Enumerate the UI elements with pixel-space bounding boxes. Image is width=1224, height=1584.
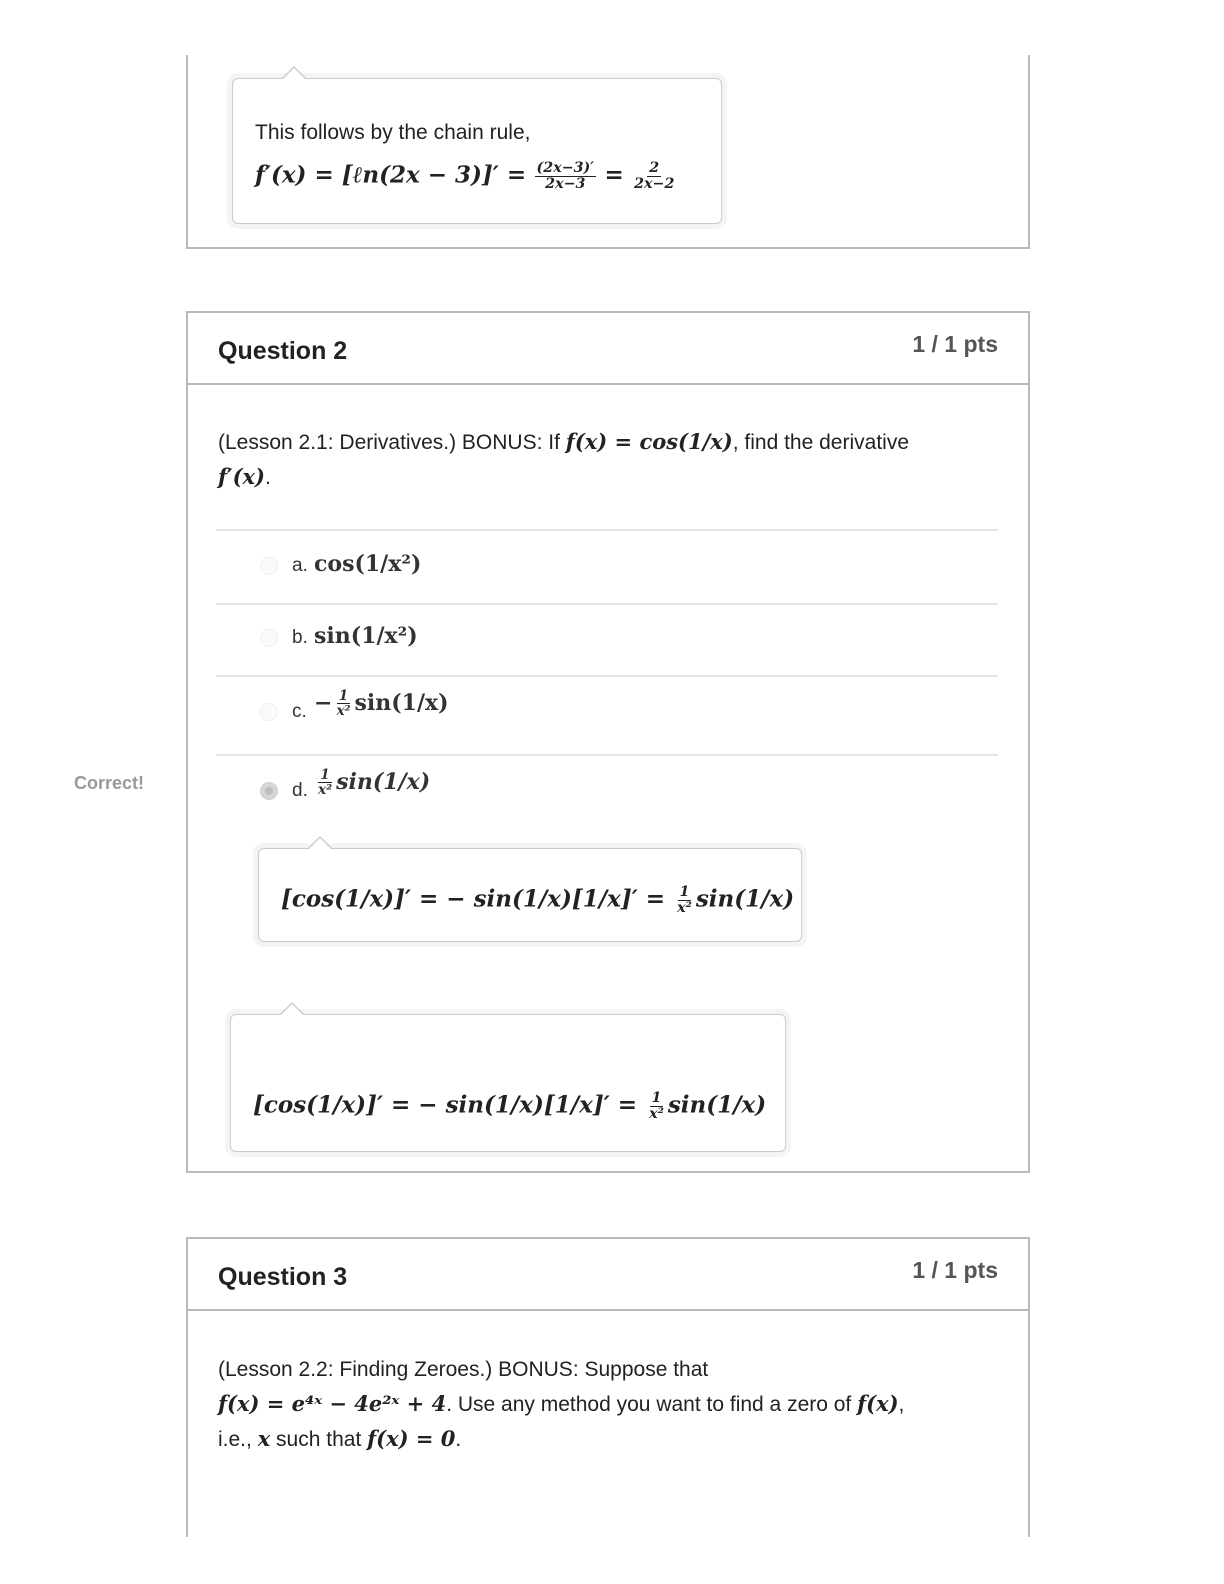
- feedback-math: [255, 161, 678, 192]
- feedback-fraction-1: [535, 161, 597, 192]
- question-2-general-feedback: [230, 1014, 786, 1152]
- answer-b-letter: b.: [292, 627, 308, 648]
- answer-a-expression: cos(1/x²): [314, 551, 422, 577]
- question-3-title: Question 3: [218, 1263, 348, 1291]
- general-feedback-fraction-numerator: 1: [651, 1090, 662, 1106]
- answer-c-radio[interactable]: [260, 703, 278, 721]
- answer-option-d[interactable]: [216, 754, 998, 834]
- answer-option-b[interactable]: [216, 603, 998, 677]
- feedback-fraction-1-denominator: 2x−3: [545, 175, 586, 192]
- answer-c-fraction-denominator: x²: [336, 703, 351, 720]
- question-3-card: [186, 1237, 1030, 1537]
- answer-feedback-fraction: [675, 885, 694, 916]
- q3-zero-math: f(x) = 0: [367, 1426, 456, 1451]
- q3-x-math: x: [257, 1426, 271, 1451]
- answer-c-fraction-numerator: 1: [338, 688, 349, 704]
- answer-d-feedback: [258, 848, 802, 942]
- answer-option-c[interactable]: [216, 675, 998, 755]
- feedback-math-lhs: f′(x) = [ℓn(2x − 3)]′ =: [255, 161, 527, 189]
- q3-line-3-text: such that: [270, 1428, 368, 1451]
- general-feedback-fraction: [647, 1091, 666, 1122]
- prompt-math-derivative: f′(x): [218, 464, 265, 489]
- answer-d-fraction-numerator: 1: [320, 767, 330, 783]
- answer-c-fraction: [334, 689, 352, 719]
- q3-fx-math: f(x): [857, 1391, 899, 1416]
- question-3-header: [188, 1239, 1028, 1311]
- question-2-header: [188, 313, 1028, 385]
- q3-function-math: f(x) = e⁴ˣ − 4e²ˣ + 4: [218, 1391, 447, 1416]
- general-feedback-math: [253, 1091, 766, 1122]
- answer-option-a[interactable]: [216, 529, 998, 603]
- answer-d-fraction-denominator: x²: [318, 782, 333, 799]
- answer-feedback-lhs: [cos(1/x)]′ = − sin(1/x)[1/x]′ =: [281, 885, 666, 913]
- question-2-card: [186, 311, 1030, 1173]
- answer-feedback-rhs: sin(1/x): [695, 885, 795, 913]
- general-feedback-rhs: sin(1/x): [667, 1091, 767, 1119]
- question-3-points: 1 / 1 pts: [912, 1257, 998, 1283]
- feedback-equals: =: [604, 161, 624, 189]
- feedback-fraction-1-numerator: (2x−3)′: [536, 160, 595, 176]
- answer-feedback-math: [281, 885, 794, 916]
- feedback-text: This follows by the chain rule,: [255, 121, 531, 144]
- question-2-title: Question 2: [218, 337, 348, 365]
- answer-a-radio[interactable]: [260, 557, 278, 575]
- question-2-prompt: [218, 425, 988, 495]
- q3-line-3-end: .: [455, 1428, 462, 1451]
- feedback-fraction-2-numerator: 2: [649, 160, 660, 176]
- prompt-prefix: (Lesson 2.1: Derivatives.) BONUS: If: [218, 431, 566, 454]
- answer-c-expression: [314, 689, 449, 719]
- answer-a-letter: a.: [292, 555, 308, 576]
- answer-feedback-fraction-numerator: 1: [679, 884, 690, 900]
- feedback-fraction-2: [632, 161, 676, 192]
- answer-feedback-fraction-denominator: x²: [677, 899, 692, 916]
- prompt-math: f(x) = cos(1/x): [565, 429, 733, 454]
- prompt-suffix: , find the derivative: [732, 431, 909, 454]
- answer-c-letter: c.: [292, 701, 307, 722]
- question-1-card-continuation: [186, 55, 1030, 249]
- answer-c-function: sin(1/x): [354, 689, 449, 716]
- q3-line-2-end: ,: [898, 1393, 905, 1416]
- answer-d-letter: d.: [292, 780, 308, 801]
- question-1-general-feedback: [232, 78, 722, 224]
- q3-line-3-prefix: i.e.,: [218, 1428, 258, 1451]
- prompt-end: .: [264, 466, 271, 489]
- answer-b-expression: sin(1/x²): [314, 623, 418, 649]
- general-feedback-lhs: [cos(1/x)]′ = − sin(1/x)[1/x]′ =: [253, 1091, 638, 1119]
- question-2-points: 1 / 1 pts: [912, 331, 998, 357]
- answer-d-radio[interactable]: [260, 782, 278, 800]
- answer-b-radio[interactable]: [260, 629, 278, 647]
- answer-d-function: sin(1/x): [336, 768, 431, 795]
- answer-d-expression: [314, 768, 430, 798]
- correct-answer-label: Correct!: [74, 773, 145, 793]
- feedback-fraction-2-denominator: 2x−2: [634, 175, 675, 192]
- answer-c-minus: −: [314, 689, 333, 716]
- question-3-prompt: [218, 1353, 988, 1457]
- general-feedback-fraction-denominator: x²: [649, 1105, 664, 1122]
- q3-line-1: (Lesson 2.2: Finding Zeroes.) BONUS: Suppose that: [218, 1358, 709, 1381]
- q3-line-2-text: . Use any method you want to find a zero of: [446, 1393, 858, 1416]
- answer-d-fraction: [316, 768, 334, 798]
